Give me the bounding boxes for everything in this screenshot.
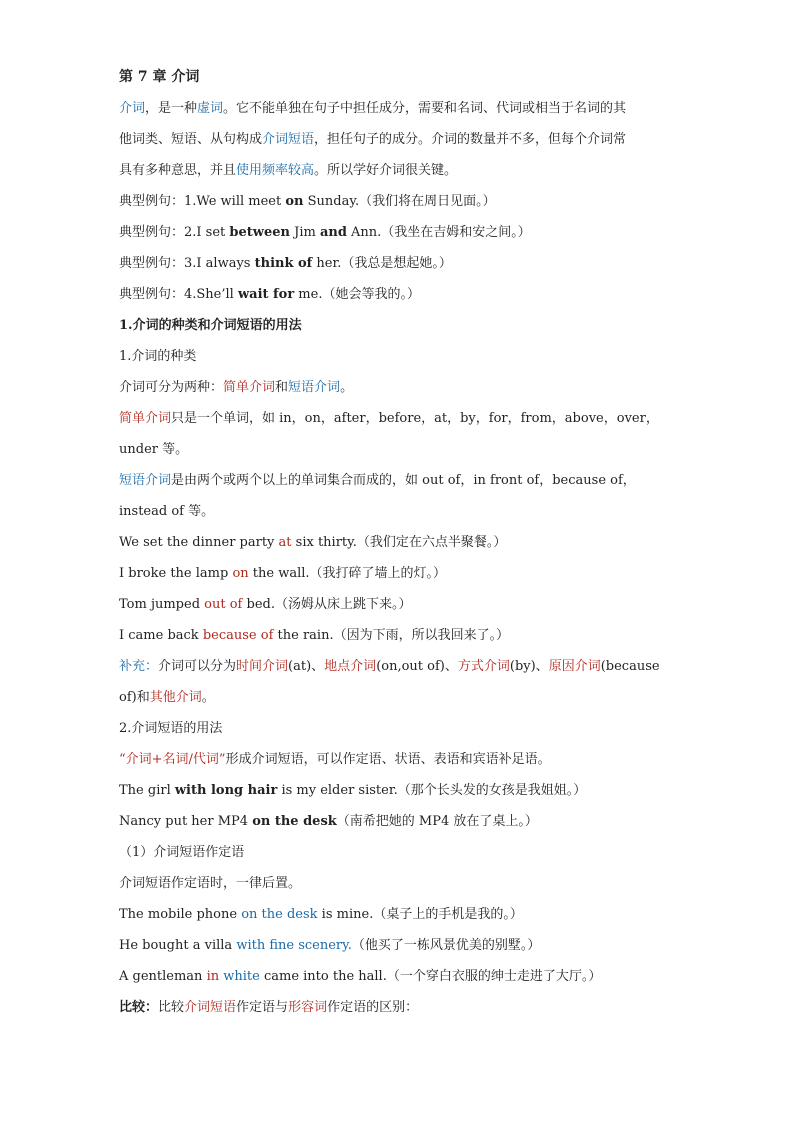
example-sentence-2 [119, 217, 679, 248]
text-run: on [285, 194, 304, 209]
text-run: think of [254, 256, 313, 271]
text-run: me.（她会等我的。） [294, 287, 420, 302]
text-run: 和 [275, 380, 289, 395]
text-run: 作定语的区别： [327, 1000, 419, 1015]
text-run: white [223, 969, 260, 984]
chapter-title: 第 7 章 介词 [119, 69, 200, 85]
intro-line-2 [119, 124, 679, 155]
attributive-rule: 介词短语作定语时，一律后置。 [119, 876, 302, 891]
text-run: 。 [340, 380, 354, 395]
text-run: ，担任句子的成分。介词的数量并不多，但每个介词常 [314, 132, 627, 147]
text-run: (on,out of)、 [376, 659, 458, 674]
subheading-types: 1.介词的种类 [119, 349, 197, 364]
text-run: 他词类、短语、从句构成 [119, 132, 263, 147]
text-run: and [319, 225, 347, 240]
text-run: came into the hall.（一个穿白衣服的绅士走进了大厅。） [259, 969, 602, 984]
text-run: 其他介词 [149, 690, 202, 705]
simple-prep-line-2 [119, 434, 679, 465]
text-run: 作定语与 [236, 1000, 289, 1015]
text-run: Sunday.（我们将在周日见面。） [303, 194, 496, 209]
text-run: We set the dinner party [119, 535, 279, 550]
text-run: with fine scenery. [236, 938, 352, 953]
text-run: 典型例句：3.I always [119, 256, 255, 271]
text-run: （他买了一栋风景优美的别墅。） [351, 938, 541, 953]
text-run: 典型例句：2.I set [119, 225, 230, 240]
text-run: 短语介词 [288, 380, 341, 395]
text-run: 介词可分为两种： [119, 380, 224, 395]
document-page [119, 62, 679, 1023]
text-run: instead of 等。 [119, 504, 215, 519]
intro-line-1 [119, 93, 679, 124]
text-run: 虚词 [197, 101, 224, 116]
text-run: （南希把她的 MP4 放在了桌上。） [336, 814, 538, 829]
text-run: 介词短语 [184, 1000, 237, 1015]
text-run: 使用频率较高 [236, 163, 315, 178]
text-run: her.（我总是想起她。） [312, 256, 452, 271]
example-sentence-1 [119, 186, 679, 217]
text-run: 地点介词 [324, 659, 377, 674]
intro-line-3 [119, 155, 679, 186]
sentence-4 [119, 620, 679, 651]
text-run: six thirty.（我们定在六点半聚餐。） [291, 535, 507, 550]
text-run: ，是一种 [145, 101, 198, 116]
text-run: 时间介词 [236, 659, 289, 674]
text-run: Tom jumped [119, 597, 205, 612]
phrase-prep-line-2 [119, 496, 679, 527]
text-run: bed.（汤姆从床上跳下来。） [242, 597, 412, 612]
text-run: Jim [289, 225, 320, 240]
subheading-attributive: （1）介词短语作定语 [119, 845, 245, 860]
text-run: 原因介词 [548, 659, 601, 674]
text-run: (at)、 [288, 659, 325, 674]
text-run: on the desk [241, 907, 318, 922]
text-run: on the desk [252, 814, 337, 829]
text-run: 介词 [119, 101, 146, 116]
phrase-prep-line-1 [119, 465, 679, 496]
section-heading: 1.介词的种类和介词短语的用法 [119, 318, 302, 333]
text-run: 。所以学好介词很关键。 [314, 163, 458, 178]
text-run: 介词短语 [262, 132, 315, 147]
text-run: 具有多种意思，并且 [119, 163, 237, 178]
text-run: 典型例句：4.She’ll [119, 287, 238, 302]
text-run: “介词+名词/代词” [119, 752, 226, 767]
text-run: I broke the lamp [119, 566, 233, 581]
text-run: is mine.（桌子上的手机是我的。） [317, 907, 523, 922]
text-run: between [229, 225, 290, 240]
text-run: 简单介词 [119, 411, 172, 426]
sentence-1 [119, 527, 679, 558]
text-run: 短语介词 [119, 473, 172, 488]
text-run: the wall.（我打碎了墙上的灯。） [248, 566, 447, 581]
text-run: 只是一个单词，如 in，on，after，before，at，by，for，from，above，over， [171, 411, 659, 426]
text-run: He bought a villa [119, 938, 237, 953]
text-run: 方式介词 [457, 659, 510, 674]
text-run: I came back [119, 628, 203, 643]
example-sentence-4 [119, 279, 679, 310]
text-run: 是由两个或两个以上的单词集合而成的，如 out of，in front of，because of， [171, 473, 636, 488]
text-run: 。它不能单独在句子中担任成分，需要和名词、代词或相当于名词的其 [223, 101, 627, 116]
text-run: because of [202, 628, 274, 643]
text-run: The mobile phone [119, 907, 242, 922]
text-run: 比较： [119, 1000, 159, 1015]
text-run: the rain.（因为下雨，所以我回来了。） [273, 628, 510, 643]
text-run: 介词可以分为 [158, 659, 237, 674]
text-run: of)和 [119, 690, 150, 705]
attributive-example-1 [119, 899, 679, 930]
text-run: 比较 [158, 1000, 185, 1015]
sentence-2 [119, 558, 679, 589]
text-run: wait for [237, 287, 295, 302]
sentence-3 [119, 589, 679, 620]
text-run: 典型例句：1.We will meet [119, 194, 286, 209]
compare-line [119, 992, 679, 1023]
example-sentence-3 [119, 248, 679, 279]
text-run: Ann.（我坐在吉姆和安之间。） [346, 225, 531, 240]
text-run: The girl [119, 783, 175, 798]
text-run: (by)、 [509, 659, 549, 674]
text-run: at [278, 535, 292, 550]
text-run: 简单介词 [223, 380, 276, 395]
attributive-example-2 [119, 930, 679, 961]
supplement-line-2 [119, 682, 679, 713]
text-run: on [232, 566, 249, 581]
text-run: 补充： [119, 659, 159, 674]
text-run: Nancy put her MP4 [119, 814, 253, 829]
text-run: is my elder sister.（那个长头发的女孩是我姐姐。） [277, 783, 587, 798]
text-run: (because [600, 659, 660, 674]
types-line [119, 372, 679, 403]
subheading-usage: 2.介词短语的用法 [119, 721, 223, 736]
text-run: with long hair [174, 783, 278, 798]
supplement-line-1 [119, 651, 679, 682]
text-run: 。 [201, 690, 215, 705]
usage-line [119, 744, 679, 775]
usage-example-1 [119, 775, 679, 806]
text-run: 形成介词短语，可以作定语、状语、表语和宾语补足语。 [225, 752, 551, 767]
text-run: in [206, 969, 220, 984]
simple-prep-line-1 [119, 403, 679, 434]
text-run: out of [204, 597, 243, 612]
text-run: A gentleman [119, 969, 207, 984]
text-run: under 等。 [119, 442, 189, 457]
attributive-example-3 [119, 961, 679, 992]
text-run: 形容词 [288, 1000, 328, 1015]
usage-example-2 [119, 806, 679, 837]
